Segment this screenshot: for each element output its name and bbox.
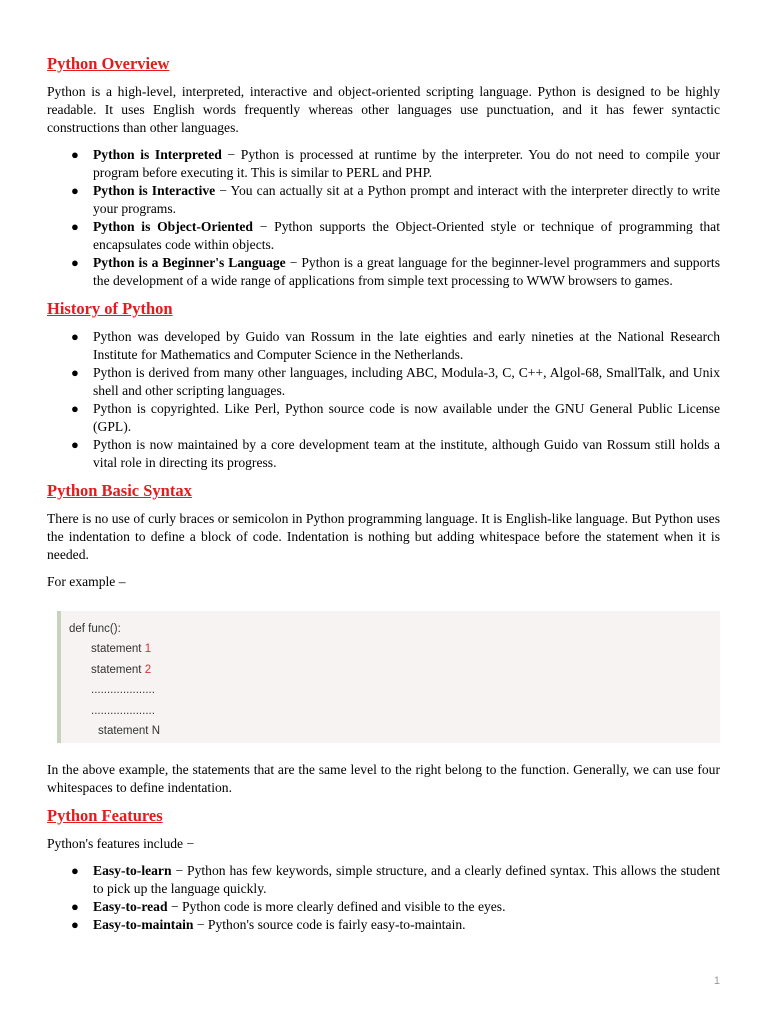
bullet-icon: ● (71, 147, 79, 162)
list-item (47, 436, 720, 472)
history-list (47, 328, 720, 472)
bullet-icon: ● (71, 401, 79, 416)
heading-python-overview: Python Overview (47, 54, 170, 73)
item-term: Python is a Beginner's Language (93, 255, 286, 270)
item-text: Python is derived from many other languages, including ABC, Modula-3, C, C++, Algol-68, SmallTalk, and Unix shell and other scripting languages. (93, 365, 720, 398)
bullet-icon: ● (71, 917, 79, 932)
bullet-icon: ● (71, 437, 79, 452)
code-line: statement 2 (91, 663, 152, 676)
item-desc: − Python's source code is fairly easy-to-maintain. (193, 917, 466, 932)
item-desc: − Python code is more clearly defined and visible to the eyes. (167, 899, 506, 914)
item-desc: − Python supports the Object-Oriented style or technique of programming that encapsulates code within objects. (93, 219, 720, 252)
syntax-intro: There is no use of curly braces or semicolon in Python programming language. It is English-like language. But Python uses the indentation to define a block of code. Indentation is nothing but adding whitespace before the statement when it is needed. (47, 511, 720, 562)
item-text: Python was developed by Guido van Rossum in the late eighties and early nineties at the National Research Institute for Mathematics and Computer Science in the Netherlands. (93, 329, 720, 362)
overview-list (47, 146, 720, 290)
item-term: Easy-to-maintain (93, 917, 194, 932)
bullet-icon: ● (71, 863, 79, 878)
item-term: Easy-to-learn (93, 863, 172, 878)
item-term: Python is Object-Oriented (93, 219, 253, 234)
list-item (47, 862, 720, 898)
list-item (47, 254, 720, 290)
code-line: .................... (91, 704, 155, 717)
list-item (47, 218, 720, 254)
bullet-icon: ● (71, 183, 79, 198)
list-item (47, 916, 720, 934)
bullet-icon: ● (71, 219, 79, 234)
list-item (47, 146, 720, 182)
item-desc: − Python has few keywords, simple structure, and a clearly defined syntax. This allows the student to pick up the language quickly. (93, 863, 720, 896)
item-term: Python is Interpreted (93, 147, 222, 162)
code-line: def func(): (69, 623, 121, 635)
heading-python-basic-syntax: Python Basic Syntax (47, 481, 192, 500)
features-list (47, 862, 720, 934)
heading-history-of-python: History of Python (47, 299, 173, 318)
list-item (47, 364, 720, 400)
heading-python-features: Python Features (47, 806, 163, 825)
document-page (47, 54, 720, 943)
page-number: 1 (713, 975, 720, 987)
item-text: Python is now maintained by a core development team at the institute, although Guido van Rossum still holds a vital role in directing its progress. (93, 437, 720, 470)
bullet-icon: ● (71, 365, 79, 380)
bullet-icon: ● (71, 899, 79, 914)
list-item (47, 182, 720, 218)
syntax-after: In the above example, the statements that are the same level to the right belong to the function. Generally, we can use four whitespaces to define indentation. (47, 762, 720, 795)
item-term: Easy-to-read (93, 899, 168, 914)
code-block (57, 611, 720, 743)
list-item (47, 898, 720, 916)
for-example-label: For example – (47, 574, 126, 589)
list-item (47, 328, 720, 364)
item-term: Python is Interactive (93, 183, 216, 198)
bullet-icon: ● (71, 329, 79, 344)
list-item (47, 400, 720, 436)
code-line: statement N (98, 725, 160, 738)
code-line: statement 1 (91, 643, 152, 656)
item-desc: − Python is a great language for the beginner-level programmers and supports the development of a wide range of applications from simple text processing to WWW browsers to games. (93, 255, 720, 288)
overview-intro: Python is a high-level, interpreted, interactive and object-oriented scripting language. Python is designed to be highly readable. It uses English words frequently whereas other languages use punctuation, and it has fewer syntactic constructions than other languages. (47, 84, 720, 135)
bullet-icon: ● (71, 255, 79, 270)
item-desc: − Python is processed at runtime by the interpreter. You do not need to compile your program before executing it. This is similar to PERL and PHP. (93, 147, 721, 180)
item-text: Python is copyrighted. Like Perl, Python source code is now available under the GNU General Public License (GPL). (93, 401, 720, 434)
code-line: .................... (91, 684, 155, 697)
features-intro: Python's features include − (47, 836, 195, 851)
item-desc: − You can actually sit at a Python prompt and interact with the interpreter directly to write your programs. (93, 183, 721, 216)
